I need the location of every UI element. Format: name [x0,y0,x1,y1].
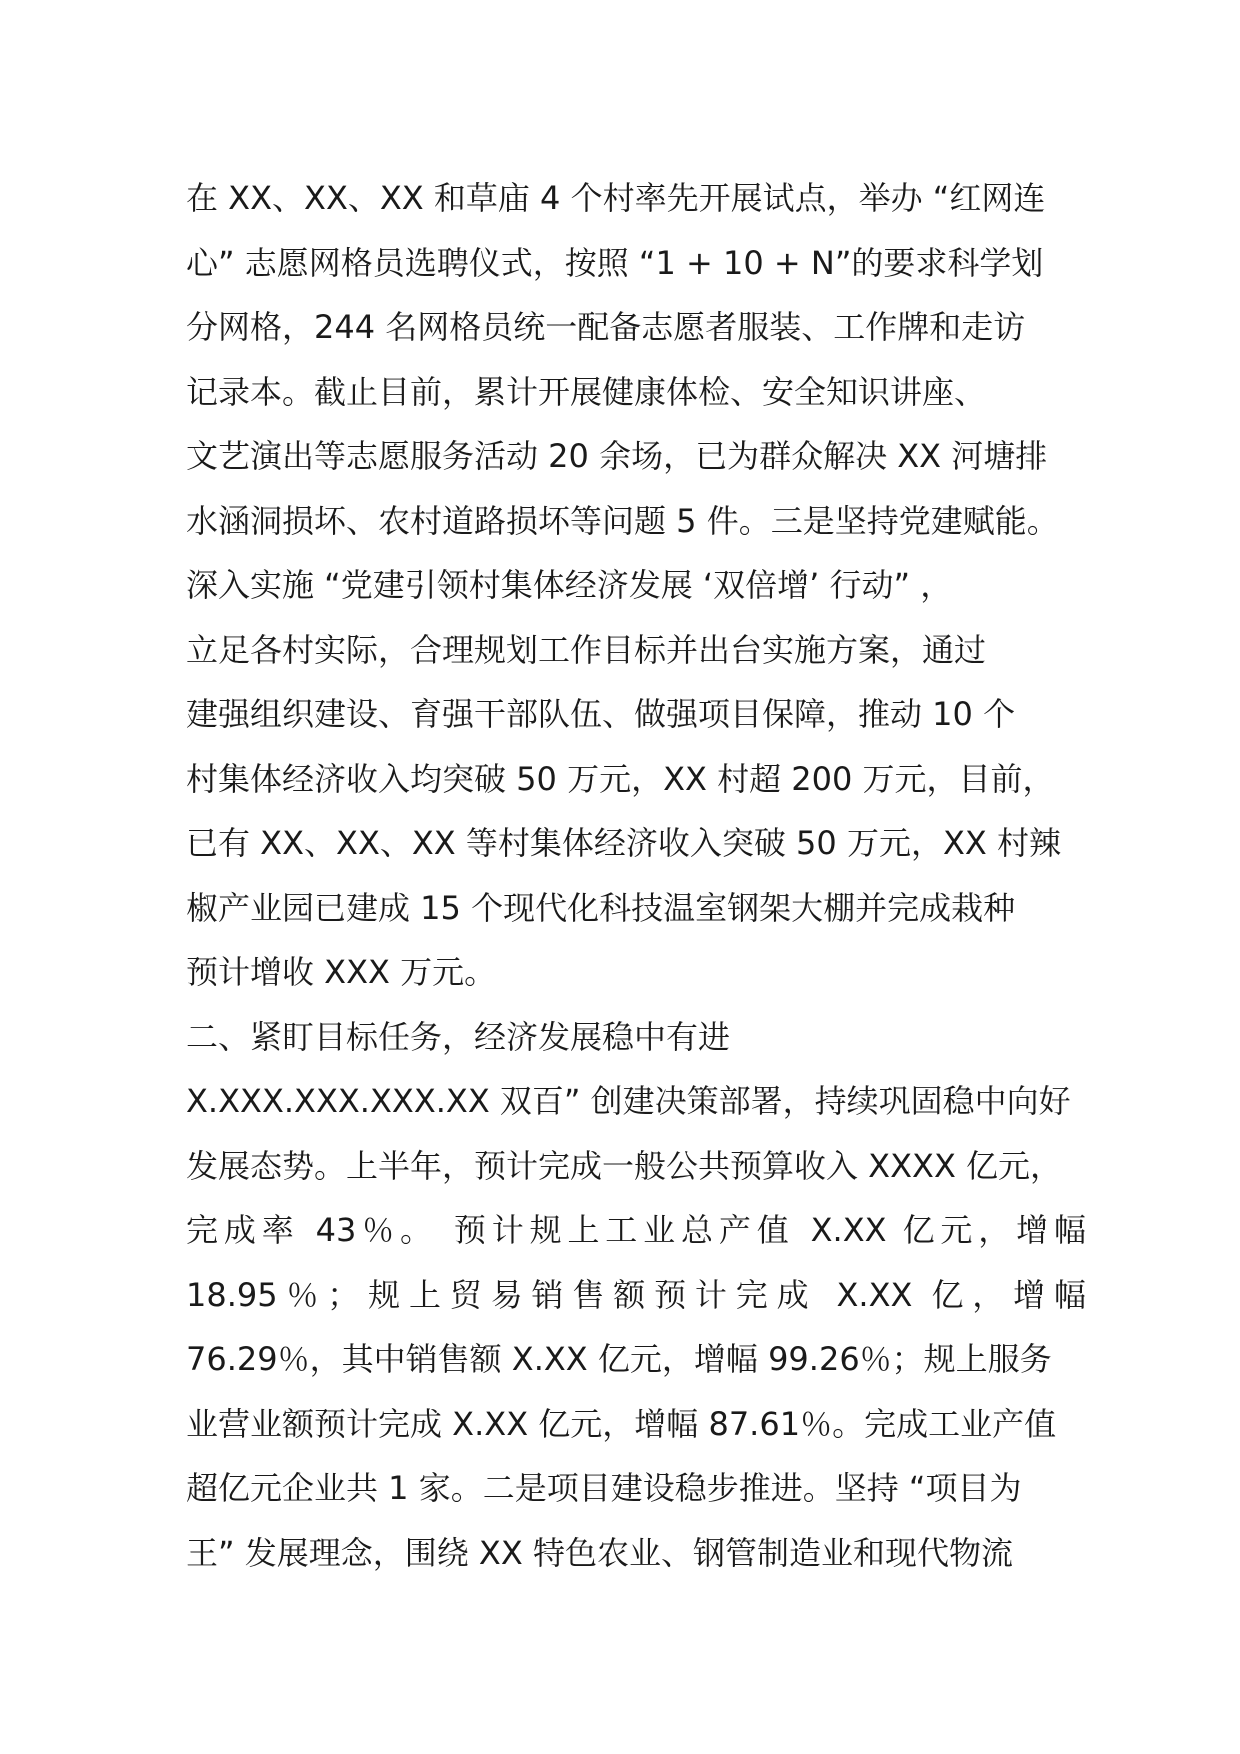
text-line: 已有 XX、XX、XX 等村集体经济收入突破 50 万元，XX 村辣 [186,824,1061,862]
text-line: 村集体经济收入均突破 50 万元，XX 村超 200 万元，目前， [186,759,1055,798]
text-line: 记录本。截止目前，累计开展健康体检、安全知识讲座、 [186,372,987,411]
text-line: 文艺演出等志愿服务活动 20 余场，已为群众解决 XX 河塘排 [186,437,1048,475]
text-line: 王” 发展理念，围绕 XX 特色农业、钢管制造业和现代物流 [186,1533,1013,1572]
text-line: 分网格，244 名网格员统一配备志愿者服装、工作牌和走访 [186,308,1026,346]
text-line: 椒产业园已建成 15 个现代化科技温室钢架大棚并完成栽种 [186,888,1016,927]
text-line: 在 XX、XX、XX 和草庙 4 个村率先开展试点，举办 “红网连 [186,179,1046,217]
text-line: 立足各村实际，合理规划工作目标并出台实施方案，通过 [186,630,987,669]
text-line: 建强组织建设、育强干部队伍、做强项目保障，推动 10 个 [186,695,1016,733]
text-line: 76.29％，其中销售额 X.XX 亿元，增幅 99.26％；规上服务 [186,1340,1052,1378]
text-line: 心” 志愿网格员选聘仪式，按照 “1 + 10 + N”的要求科学划 [186,243,1044,282]
document-body [186,166,1086,1585]
text-line: 18.95％；规上贸易销售额预计完成 X.XX 亿，增幅 [186,1275,1086,1314]
text-line: 水涵洞损坏、农村道路损坏等问题 5 件。三是坚持党建赋能。 [186,501,1059,540]
text-line: X.XXX.XXX.XXX.XX 双百” 创建决策部署，持续巩固稳中向好 [186,1082,1071,1120]
text-line: 发展态势。上半年，预计完成一般公共预算收入 XXXX 亿元， [186,1146,1063,1185]
text-line: 完成率 43％。 预计规上工业总产值 X.XX 亿元，增幅 [186,1211,1086,1249]
text-line: 超亿元企业共 1 家。二是项目建设稳步推进。坚持 “项目为 [186,1469,1022,1507]
text-line: 预计增收 XXX 万元。 [186,953,497,991]
text-line: 深入实施 “党建引领村集体经济发展 ‘双倍增’ 行动” ， [186,566,953,604]
section-heading: 二、紧盯目标任务，经济发展稳中有进 [186,1017,731,1056]
text-line: 业营业额预计完成 X.XX 亿元，增幅 87.61％。完成工业产值 [186,1404,1057,1443]
